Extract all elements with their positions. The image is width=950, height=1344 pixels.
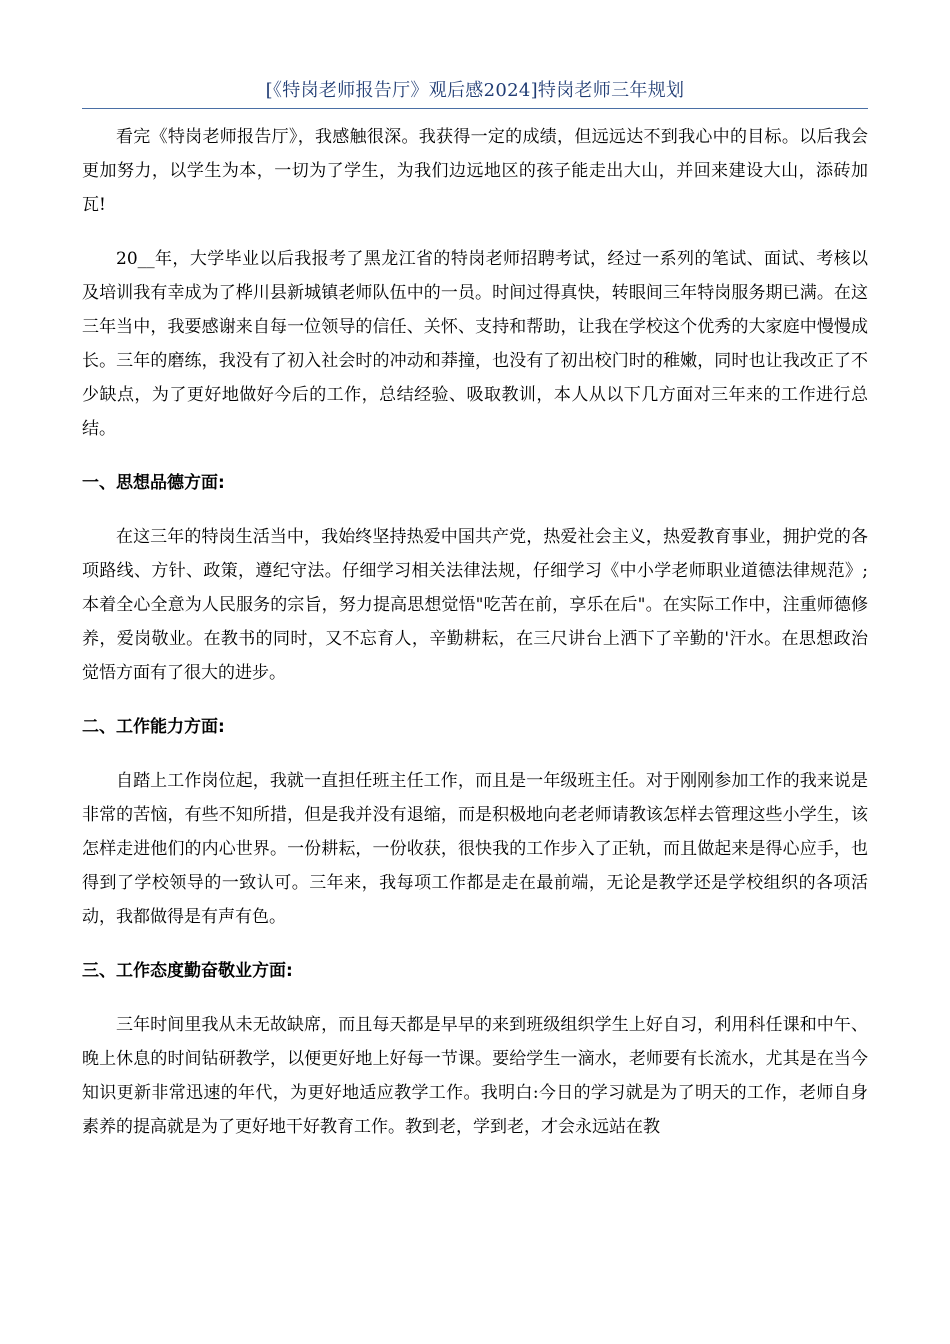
paragraph-work-attitude: 三年时间里我从未无故缺席，而且每天都是早早的来到班级组织学生上好自习，利用科任课和中午、晚上休息的时间钻研教学，以便更好地上好每一节课。要给学生一滴水，老师要有长流水，尤其是在当今知识更新非常迅速的年代，为更好地适应教学工作。我明白:今日的学习就是为了明天的工作，老师自身素养的提高就是为了更好地干好教育工作。教到老，学到老，才会永远站在教 xyxy=(82,1015,868,1137)
paragraph-intro: 看完《特岗老师报告厅》，我感触很深。我获得一定的成绩，但远远达不到我心中的目标。以后我会更加努力，以学生为本，一切为了学生，为我们边远地区的孩子能走出大山，并回来建设大山，添砖加瓦! xyxy=(82,127,868,215)
paragraph-work-ability: 自踏上工作岗位起，我就一直担任班主任工作，而且是一年级班主任。对于刚刚参加工作的我来说是非常的苦恼，有些不知所措，但是我并没有退缩，而是积极地向老老师请教该怎样去管理这些小学生，该怎样走进他们的内心世界。一份耕耘，一份收获，很快我的工作步入了正轨，而且做起来是得心应手，也得到了学校领导的一致认可。三年来，我每项工作都是走在最前端，无论是教学还是学校组织的各项活动，我都做得是有声有色。 xyxy=(82,771,868,927)
document-title: [《特岗老师报告厅》观后感2024]特岗老师三年规划 xyxy=(265,80,685,101)
section-heading-work-attitude: 三、工作态度勤奋敬业方面: xyxy=(82,961,293,981)
paragraph-background: 20__年，大学毕业以后我报考了黑龙江省的特岗老师招聘考试，经过一系列的笔试、面试、考核以及培训我有幸成为了桦川县新城镇老师队伍中的一员。时间过得真快，转眼间三年特岗服务期已满。在这三年当中，我要感谢来自每一位领导的信任、关怀、支持和帮助，让我在学校这个优秀的大家庭中慢慢成长。三年的磨练，我没有了初入社会时的冲动和莽撞，也没有了初出校门时的稚嫩，同时也让我改正了不少缺点，为了更好地做好今后的工作，总结经验、吸取教训，本人从以下几方面对三年来的工作进行总结。 xyxy=(82,249,868,439)
document-body xyxy=(82,120,868,1164)
page-header xyxy=(82,76,868,109)
section-heading-work-ability: 二、工作能力方面: xyxy=(82,717,225,737)
section-heading-ideology: 一、思想品德方面: xyxy=(82,473,225,493)
paragraph-ideology: 在这三年的特岗生活当中，我始终坚持热爱中国共产党，热爱社会主义，热爱教育事业，拥护党的各项路线、方针、政策，遵纪守法。仔细学习相关法律法规，仔细学习《中小学老师职业道德法律规范》;本着全心全意为人民服务的宗旨，努力提高思想觉悟"吃苦在前，享乐在后"。在实际工作中，注重师德修养，爱岗敬业。在教书的同时，又不忘育人，辛勤耕耘，在三尺讲台上洒下了辛勤的'汗水。在思想政治觉悟方面有了很大的进步。 xyxy=(82,527,868,683)
